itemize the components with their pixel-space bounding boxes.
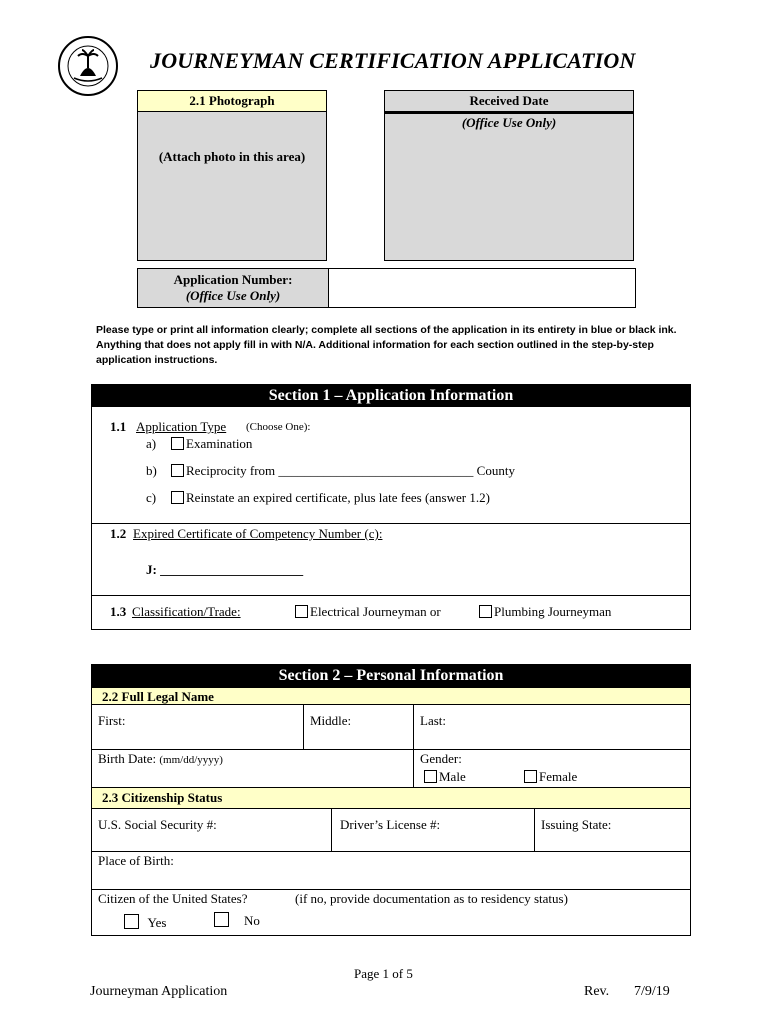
option-a[interactable]	[171, 436, 252, 452]
page-number: Page 1 of 5	[354, 966, 413, 981]
divider	[413, 705, 414, 749]
male-checkbox[interactable]	[424, 770, 437, 783]
no-label: No	[244, 913, 260, 928]
photo-header: 2.1 Photograph	[138, 91, 326, 112]
middle-name-field[interactable]: Middle:	[310, 713, 352, 728]
option-c-label: Reinstate an expired certificate, plus late fees (answer 1.2)	[186, 490, 490, 505]
citizen-no-option[interactable]	[214, 912, 260, 929]
last-name-field[interactable]: Last:	[420, 713, 446, 728]
reciprocity-checkbox[interactable]	[171, 464, 184, 477]
q12-label: Expired Certificate of Competency Number (c):	[133, 526, 383, 541]
female-label: Female	[539, 769, 578, 784]
birth-date-hint: (mm/dd/yyyy)	[159, 754, 223, 766]
application-number-field[interactable]	[328, 268, 636, 308]
section-1-title: Section 1 – Application Information	[92, 385, 690, 407]
option-b[interactable]	[171, 463, 515, 479]
citizen-question: Citizen of the United States?	[98, 891, 248, 906]
full-legal-name-header: 2.2 Full Legal Name	[92, 687, 690, 705]
reinstate-checkbox[interactable]	[171, 491, 184, 504]
electrical-label: Electrical Journeyman or	[310, 604, 441, 619]
gender-male-option[interactable]	[424, 769, 466, 785]
received-date-box	[384, 90, 634, 261]
q11-hint: (Choose One):	[246, 421, 311, 433]
received-date-sub: (Office Use Only)	[461, 115, 557, 130]
citizen-note: (if no, provide documentation as to residency status)	[295, 891, 568, 906]
yes-checkbox[interactable]	[124, 914, 139, 929]
divider	[413, 749, 414, 787]
application-number-title: Application Number:	[173, 272, 293, 287]
section-2	[91, 664, 691, 936]
drivers-license-field[interactable]: Driver’s License #:	[340, 817, 441, 832]
citizen-yes-option[interactable]	[124, 914, 166, 931]
photo-note: (Attach photo in this area)	[158, 149, 306, 164]
male-label: Male	[439, 769, 466, 784]
option-b-label: Reciprocity from ______________________________ County	[186, 463, 515, 478]
option-b-letter: b)	[146, 463, 157, 478]
footer-rev: Rev.	[584, 984, 610, 999]
footer-doc-name: Journeyman Application	[90, 984, 228, 999]
option-a-letter: a)	[146, 436, 157, 451]
divider	[92, 749, 690, 750]
option-a-label: Examination	[186, 436, 253, 451]
no-checkbox[interactable]	[214, 912, 229, 927]
plumbing-option[interactable]	[479, 604, 611, 620]
electrical-option[interactable]	[295, 604, 441, 620]
application-number-label	[137, 268, 329, 308]
expired-cert-number-field[interactable]: J: ______________________	[146, 562, 304, 577]
divider	[92, 595, 690, 596]
divider	[303, 705, 304, 749]
citizenship-header: 2.3 Citizenship Status	[92, 787, 690, 809]
page-title: JOURNEYMAN CERTIFICATION APPLICATION	[150, 48, 636, 73]
application-number-sub: (Office Use Only)	[185, 288, 281, 303]
q13-number: 1.3	[110, 604, 127, 619]
gender-female-option[interactable]	[524, 769, 577, 785]
yes-label: Yes	[147, 915, 167, 930]
plumbing-label: Plumbing Journeyman	[494, 604, 612, 619]
divider	[92, 851, 690, 852]
place-of-birth-field[interactable]: Place of Birth:	[98, 853, 174, 868]
divider	[92, 523, 690, 524]
section-2-title: Section 2 – Personal Information	[92, 665, 690, 687]
birth-date-field[interactable]	[98, 751, 223, 767]
option-c-letter: c)	[146, 490, 157, 505]
issuing-state-field[interactable]: Issuing State:	[541, 817, 612, 832]
plumbing-checkbox[interactable]	[479, 605, 492, 618]
birth-date-label: Birth Date:	[98, 751, 157, 766]
instructions-text: Please type or print all information clearly; complete all sections of the application in its entirety in blue or black ink. Anything that does not apply fill in with N/A. Additional information for each section outlined in the step-by-step application instructions.	[96, 324, 677, 366]
divider	[92, 889, 690, 890]
county-seal-logo	[58, 36, 118, 96]
ssn-field[interactable]: U.S. Social Security #:	[98, 817, 217, 832]
examination-checkbox[interactable]	[171, 437, 184, 450]
divider	[534, 809, 535, 851]
female-checkbox[interactable]	[524, 770, 537, 783]
q12-number: 1.2	[110, 526, 127, 541]
q13-label: Classification/Trade:	[132, 604, 241, 619]
q11-label: Application Type	[136, 419, 227, 434]
section-1	[91, 384, 691, 630]
q11-number: 1.1	[110, 419, 127, 434]
divider	[331, 809, 332, 851]
option-c[interactable]	[171, 490, 490, 506]
gender-label: Gender:	[420, 751, 462, 766]
footer-date: 7/9/19	[634, 984, 670, 999]
electrical-checkbox[interactable]	[295, 605, 308, 618]
photo-area[interactable]	[137, 90, 327, 261]
first-name-field[interactable]: First:	[98, 713, 126, 728]
received-date-header: Received Date	[385, 91, 633, 114]
